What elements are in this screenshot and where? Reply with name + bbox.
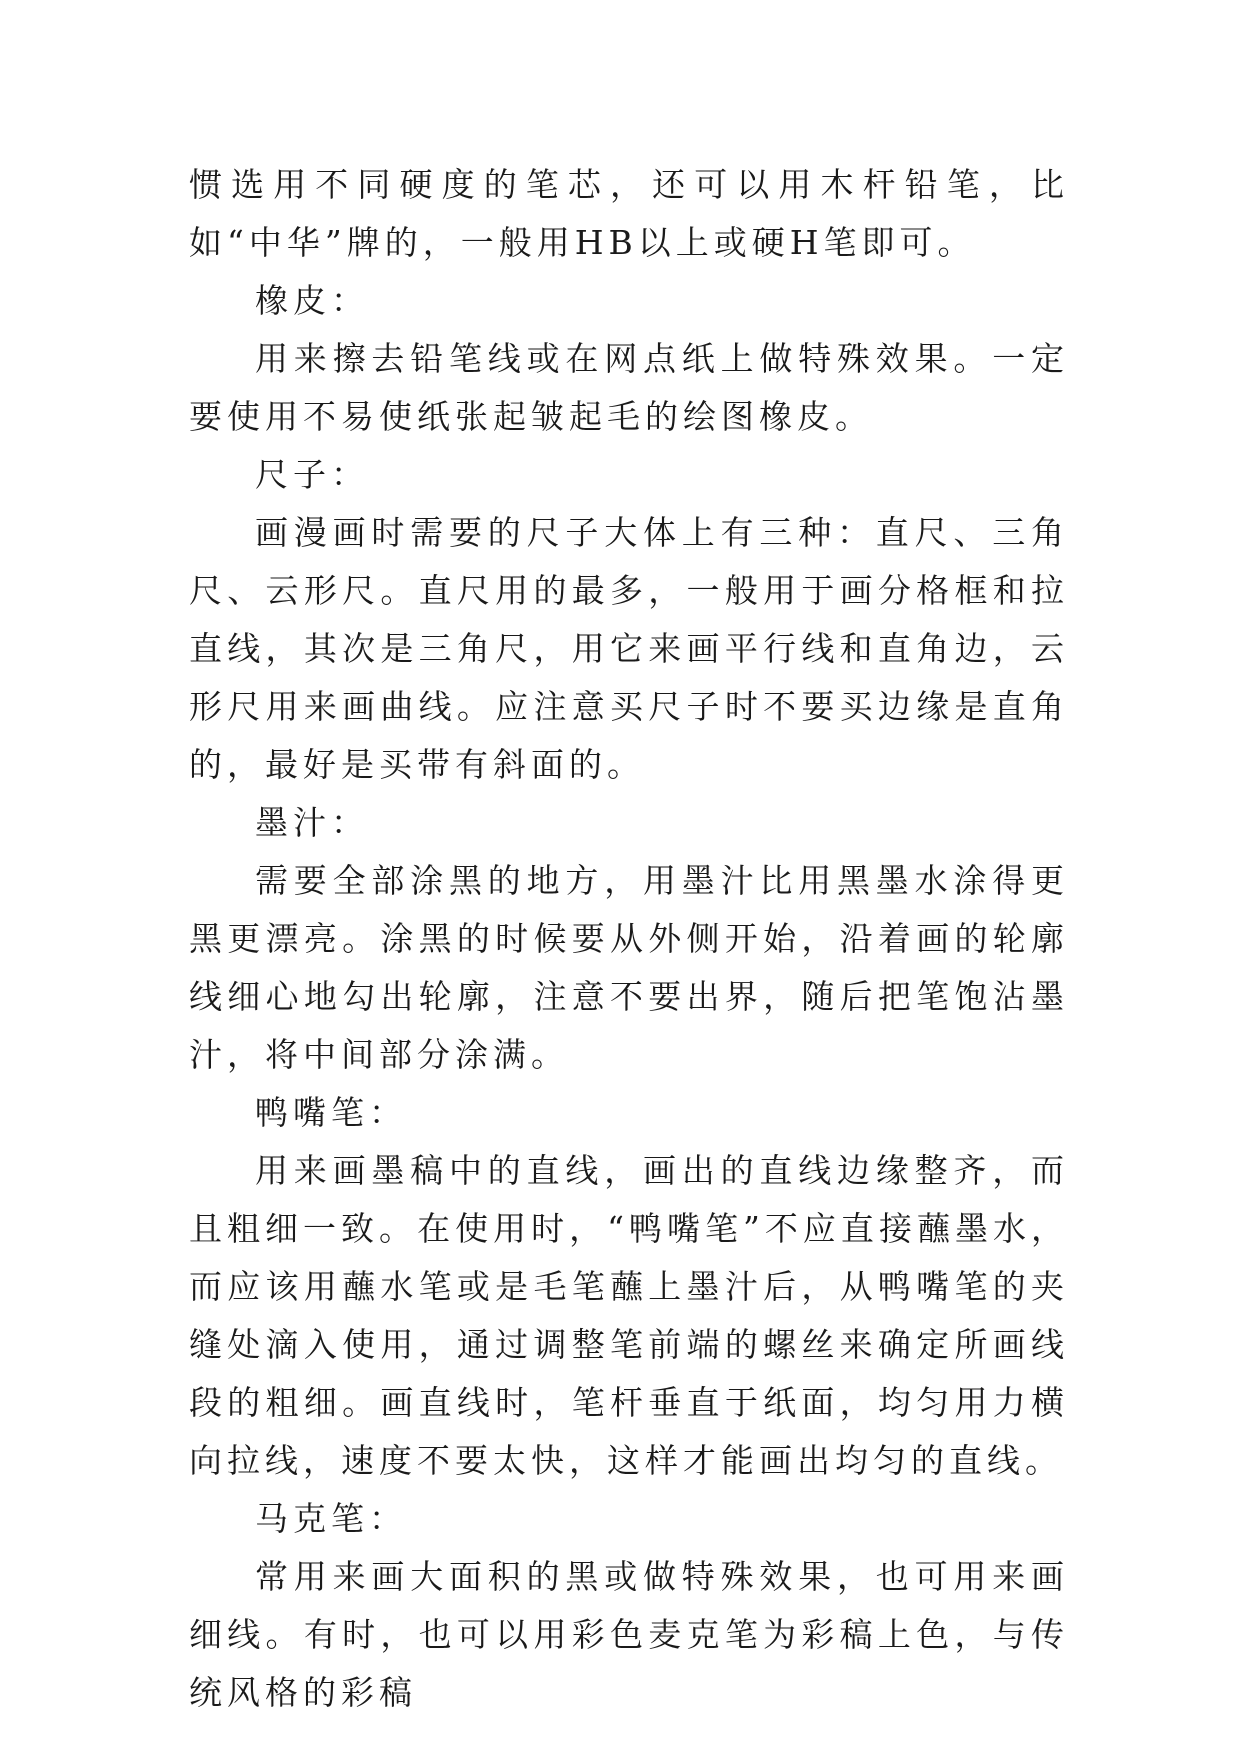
- paragraph-ruling-pen: 用来画墨稿中的直线，画出的直线边缘整齐，而且粗细一致。在使用时，“鸭嘴笔”不应直接蘸墨水，而应该用蘸水笔或是毛笔蘸上墨汁后，从鸭嘴笔的夹缝处滴入使用，通过调整笔前端的螺丝来确定所画线段的粗细。画直线时，笔杆垂直于纸面，均匀用力横向拉线，速度不要太快，这样才能画出均匀的直线。: [189, 1151, 1069, 1480]
- paragraph-pencil-continued: 惯选用不同硬度的笔芯，还可以用木杆铅笔，比如“中华”牌的，一般用HB以上或硬H笔即可。: [189, 165, 1069, 262]
- paragraph-marker: 常用来画大面积的黑或做特殊效果，也可用来画细线。有时，也可以用彩色麦克笔为彩稿上色，与传统风格的彩稿: [189, 1557, 1069, 1712]
- paragraph-ruler: 画漫画时需要的尺子大体上有三种：直尺、三角尺、云形尺。直尺用的最多，一般用于画分格框和拉直线，其次是三角尺，用它来画平行线和直角边，云形尺用来画曲线。应注意买尺子时不要买边缘是直角的，最好是买带有斜面的。: [189, 513, 1069, 784]
- paragraph-eraser: 用来擦去铅笔线或在网点纸上做特殊效果。一定要使用不易使纸张起皱起毛的绘图橡皮。: [189, 339, 1069, 436]
- document-body: [189, 156, 1069, 1722]
- heading-ruling-pen: 鸭嘴笔：: [255, 1093, 407, 1132]
- heading-marker: 马克笔：: [255, 1499, 407, 1538]
- heading-ink: 墨汁：: [255, 803, 369, 842]
- heading-eraser: 橡皮：: [255, 281, 369, 320]
- paragraph-ink: 需要全部涂黑的地方，用墨汁比用黑墨水涂得更黑更漂亮。涂黑的时候要从外侧开始，沿着画的轮廓线细心地勾出轮廓，注意不要出界，随后把笔饱沾墨汁，将中间部分涂满。: [189, 861, 1069, 1074]
- heading-ruler: 尺子：: [255, 455, 369, 494]
